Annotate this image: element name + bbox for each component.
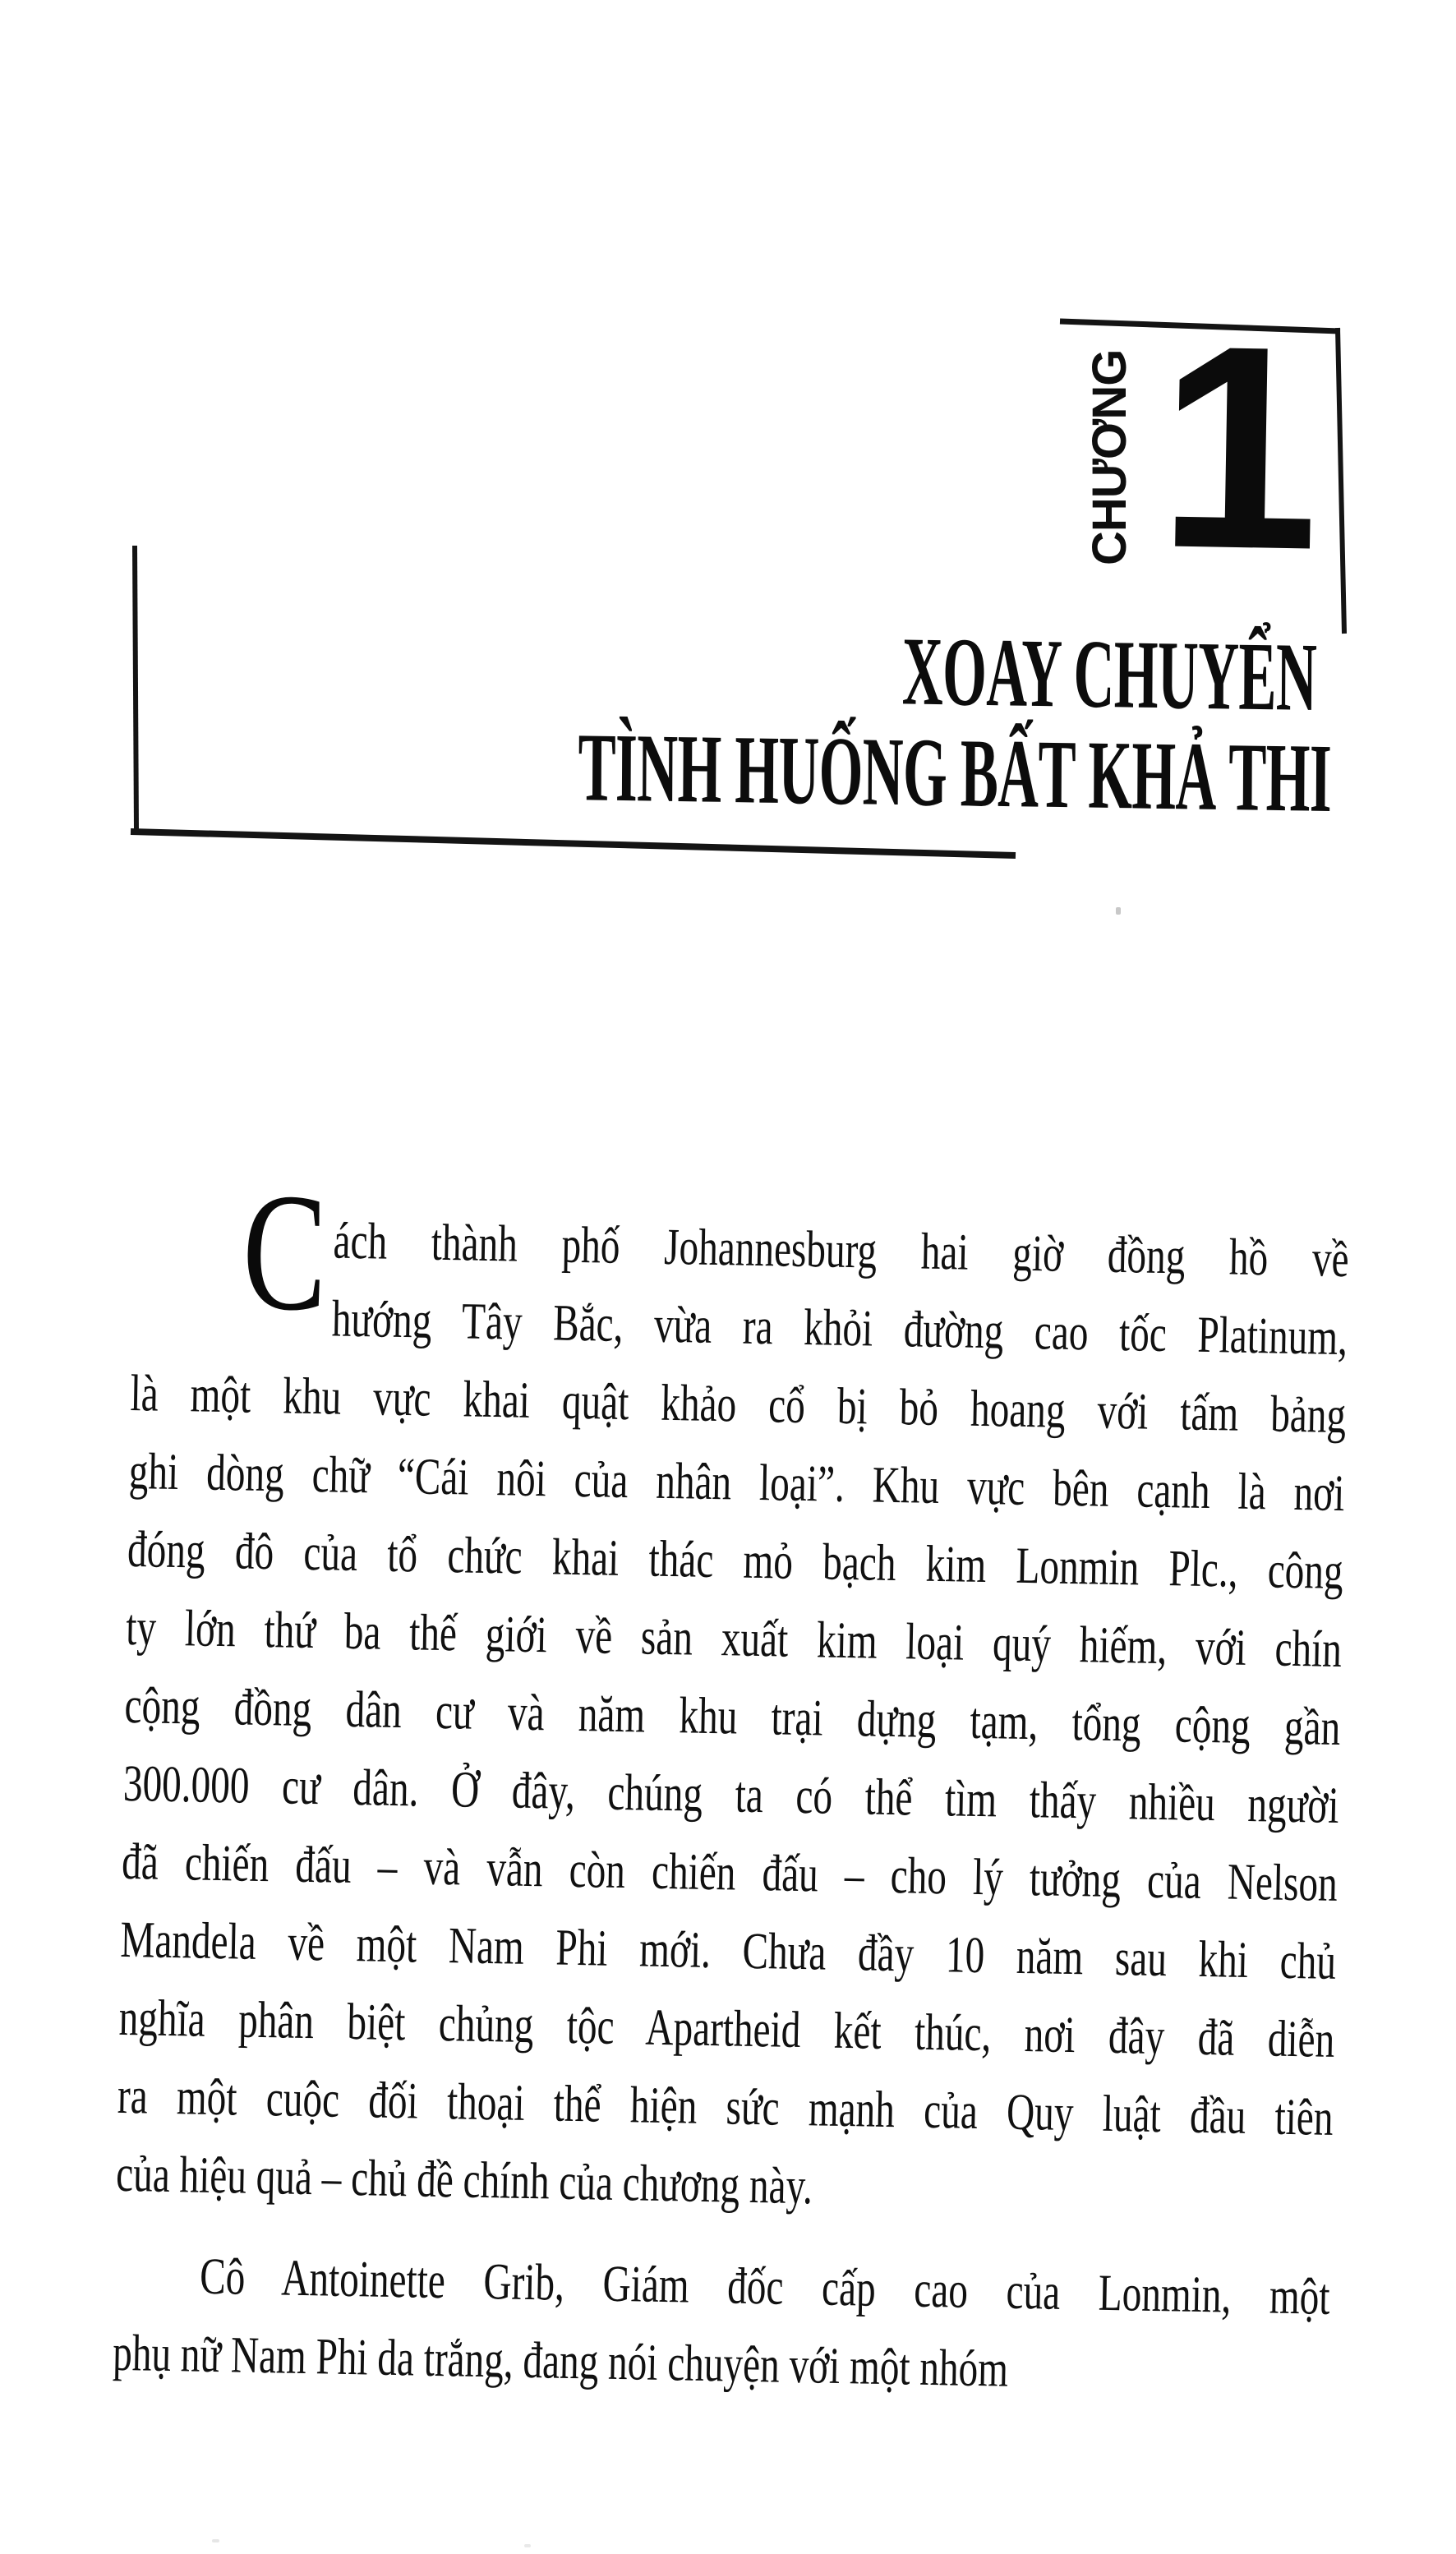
body-text-line: là một khu vực khai quật khảo cổ bị bỏ hoang với tấm bảng bbox=[130, 1363, 1347, 1445]
body-text-line: của hiệu quả – chủ đề chính của chương này. bbox=[115, 2144, 813, 2215]
body-text-line: đã chiến đấu – và vẫn còn chiến đấu – cho lý tưởng của Nelson bbox=[121, 1832, 1339, 1912]
paragraph-2 bbox=[112, 2236, 1330, 2414]
scan-speck bbox=[524, 2544, 531, 2547]
scan-speck bbox=[212, 2539, 219, 2542]
chapter-title-line-1: XOAY CHUYỂN bbox=[901, 616, 1317, 731]
body-text-line: ty lớn thứ ba thế giới về sản xuất kim loại quý hiếm, với chín bbox=[125, 1597, 1343, 1679]
body-text-line: đóng đô của tổ chức khai thác mỏ bạch kim Lonmin Plc., công bbox=[127, 1519, 1344, 1601]
body-text-line: ra một cuộc đối thoại thể hiện sức mạnh của Quy luật đầu tiên bbox=[117, 2066, 1334, 2146]
frame-right-line bbox=[1338, 328, 1344, 634]
frame-left-line bbox=[135, 546, 136, 832]
body-text-line: nghĩa phân biệt chủng tộc Apartheid kết thúc, nơi đây đã diễn bbox=[118, 1988, 1335, 2068]
body-text-line: Mandela về một Nam Phi mới. Chưa đầy 10 năm sau khi chủ bbox=[119, 1910, 1337, 1990]
body-text-line: ách thành phố Johannesburg hai giờ đồng hồ về bbox=[333, 1211, 1350, 1289]
body-text-line: phụ nữ Nam Phi da trắng, đang nói chuyện với một nhóm bbox=[112, 2323, 1009, 2398]
frame-bottom-line bbox=[131, 832, 1016, 855]
body-text-line: ghi dòng chữ “Cái nôi của nhân loại”. Khu vực bên cạnh là nơi bbox=[128, 1441, 1346, 1523]
body-text-line: 300.000 cư dân. Ở đây, chúng ta có thể tìm thấy nhiều người bbox=[122, 1754, 1340, 1834]
chapter-label-vertical: CHƯƠNG bbox=[1083, 349, 1136, 565]
paragraph-1 bbox=[115, 1158, 1350, 2235]
drop-cap: C bbox=[241, 1158, 329, 1347]
body-text-line: hướng Tây Bắc, vừa ra khỏi đường cao tốc Platinum, bbox=[331, 1289, 1348, 1367]
body-text-block bbox=[112, 1158, 1350, 2414]
body-text-line: Cô Antoinette Grib, Giám đốc cấp cao của Lonmin, một bbox=[199, 2247, 1331, 2326]
body-text-line: cộng đồng dân cư và năm khu trại dựng tạm, tổng cộng gần bbox=[124, 1676, 1341, 1757]
chapter-number: 1 bbox=[1155, 284, 1323, 611]
scan-speck bbox=[1116, 907, 1121, 915]
chapter-title-line-2: TÌNH HUỐNG BẤT KHẢ THI bbox=[577, 712, 1332, 832]
